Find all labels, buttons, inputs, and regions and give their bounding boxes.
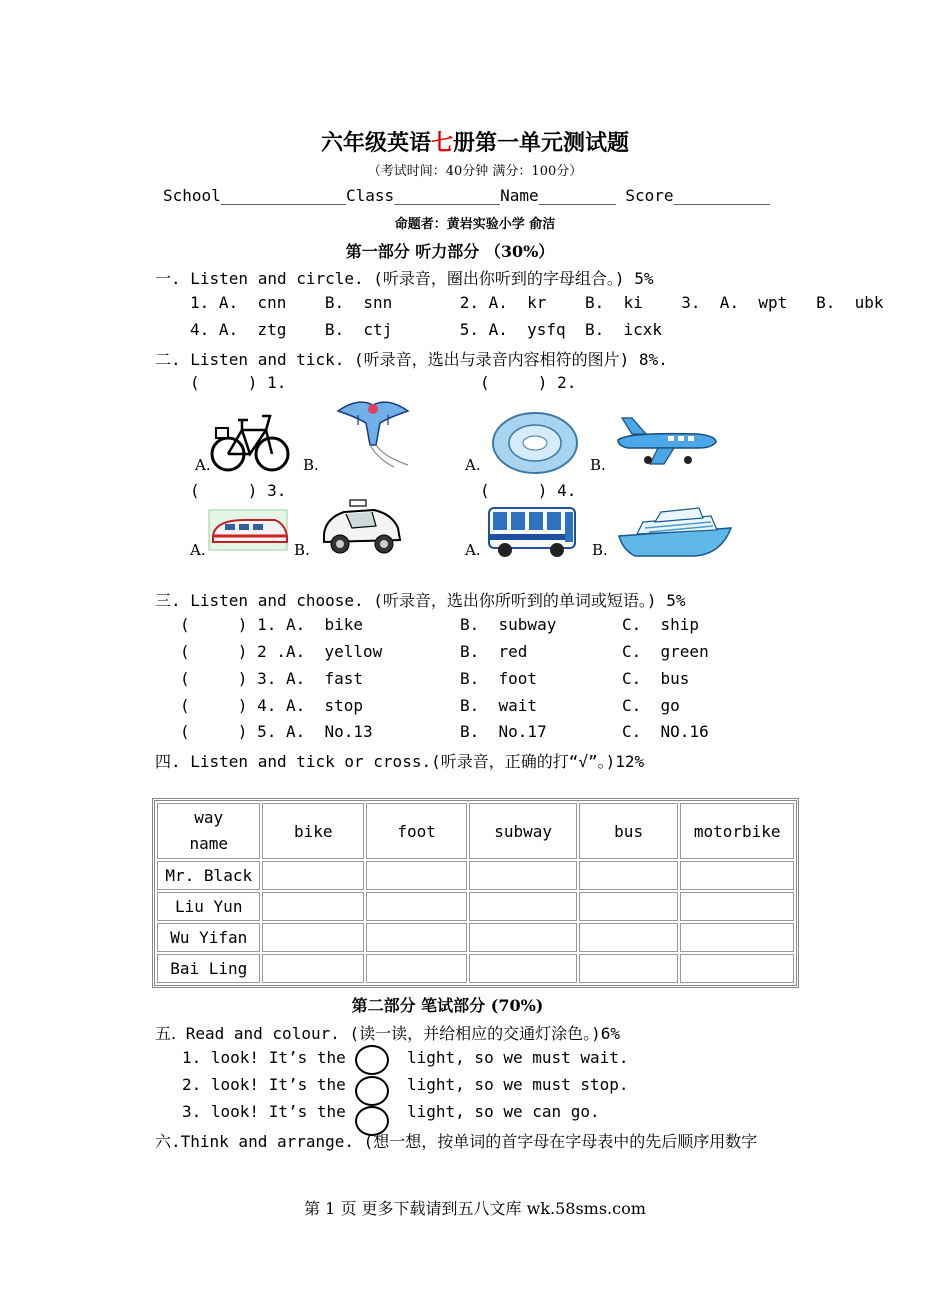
table-header-corner [157, 803, 260, 859]
column-header: bus [579, 803, 678, 859]
q3-row-3-option-a: ( ) 3. A. fast [180, 669, 364, 688]
column-header: bike [262, 803, 363, 859]
q3-row-4-option-b: B. wait [460, 696, 538, 715]
row-name: Liu Yun [157, 892, 260, 921]
q3-row-5-option-a: ( ) 5. A. No.13 [180, 722, 373, 741]
answer-cell[interactable] [366, 892, 467, 921]
student-info-line: School_____________Class___________Name________ Score__________ [163, 186, 770, 205]
q2-item3: ( ) 3. [190, 481, 287, 500]
kite-icon [328, 393, 418, 473]
q3-row-2-option-b: B. red [460, 642, 528, 661]
ship-icon [615, 504, 735, 560]
header-way-label: way [194, 808, 224, 827]
q3-row-2-option-c: C. green [622, 642, 709, 661]
q2-item2: ( ) 2. [480, 373, 577, 392]
table-row [157, 954, 794, 983]
page-footer: 第 1 页 更多下载请到五八文库 wk.58sms.com [304, 1199, 646, 1218]
exam-info: （考试时间：40分钟 满分：100分） [367, 164, 583, 179]
column-header: foot [366, 803, 467, 859]
row-name: Wu Yifan [157, 923, 260, 952]
q2-4-label-a: A. [465, 541, 481, 559]
answer-cell[interactable] [680, 954, 794, 983]
answer-cell[interactable] [366, 954, 467, 983]
answer-cell[interactable] [469, 861, 577, 890]
q5-number: 五. [155, 1024, 177, 1043]
q3-row-3-option-c: C. bus [622, 669, 690, 688]
q3-row-5-option-c: C. NO.16 [622, 722, 709, 741]
column-header: motorbike [680, 803, 794, 859]
traffic-light-circle-2[interactable] [355, 1076, 389, 1106]
q2-4-label-b: B. [592, 541, 608, 559]
table-header-row [157, 803, 794, 859]
answer-cell[interactable] [579, 923, 678, 952]
q5-line-3-start: 3. look! It’s the [182, 1102, 346, 1121]
part2-heading: 第二部分 笔试部分 (70%) [351, 996, 544, 1015]
q4-title: 四. Listen and tick or cross.(听录音，正确的打“√”。)12% [155, 752, 645, 771]
row-name: Bai Ling [157, 954, 260, 983]
header-name-label: name [189, 834, 228, 853]
transport-table [152, 798, 799, 988]
answer-cell[interactable] [469, 892, 577, 921]
answer-cell[interactable] [680, 923, 794, 952]
row-name: Mr. Black [157, 861, 260, 890]
flying-saucer-icon [490, 408, 580, 478]
table-row [157, 923, 794, 952]
q3-row-2-option-a: ( ) 2 .A. yellow [180, 642, 383, 661]
q2-2-label-a: A. [465, 456, 481, 474]
airplane-icon [608, 412, 720, 470]
taxi-icon [318, 498, 404, 560]
q3-row-3-option-b: B. foot [460, 669, 538, 688]
q5-title-text: Read and colour. (读一读，并给相应的交通灯涂色。)6% [176, 1024, 621, 1043]
q5-title [155, 1021, 620, 1044]
answer-cell[interactable] [366, 861, 467, 890]
q2-title: 二. Listen and tick. (听录音，选出与录音内容相符的图片) 8%. [155, 350, 668, 369]
q3-row-1-option-c: C. ship [622, 615, 700, 634]
answer-cell[interactable] [579, 861, 678, 890]
q1-title: 一. Listen and circle. (听录音，圈出你听到的字母组合。) 5% [155, 269, 654, 288]
q5-line-1-start: 1. look! It’s the [182, 1048, 346, 1067]
title-highlight: 七 [430, 130, 453, 156]
answer-cell[interactable] [680, 892, 794, 921]
q3-row-1-option-a: ( ) 1. A. bike [180, 615, 364, 634]
q2-item4: ( ) 4. [480, 481, 577, 500]
answer-cell[interactable] [262, 954, 363, 983]
answer-cell[interactable] [579, 892, 678, 921]
answer-cell[interactable] [579, 954, 678, 983]
table-row [157, 861, 794, 890]
q2-1-label-b: B. [303, 456, 319, 474]
q2-1-label-a: A. [195, 456, 211, 474]
q2-3-label-b: B. [294, 541, 310, 559]
answer-cell[interactable] [366, 923, 467, 952]
answer-cell[interactable] [469, 954, 577, 983]
author-line: 命题者：黄岩实验小学 俞洁 [394, 217, 556, 232]
q2-2-label-b: B. [590, 456, 606, 474]
q3-row-4-option-c: C. go [622, 696, 680, 715]
answer-cell[interactable] [262, 923, 363, 952]
part1-heading: 第一部分 听力部分 （30%） [345, 242, 555, 261]
q6-title: 六.Think and arrange. (想一想，按单词的首字母在字母表中的先后顺序用数字 [155, 1132, 758, 1151]
q2-item1: ( ) 1. [190, 373, 287, 392]
q5-line-1-end: light, so we must wait. [407, 1048, 629, 1067]
answer-cell[interactable] [262, 861, 363, 890]
q1-row1: 1. A. cnn B. snn 2. A. kr B. ki 3. A. wpt B. ubk [190, 293, 884, 312]
q3-row-4-option-a: ( ) 4. A. stop [180, 696, 364, 715]
traffic-light-circle-1[interactable] [355, 1045, 389, 1075]
table-row [157, 892, 794, 921]
q5-line-3-end: light, so we can go. [407, 1102, 600, 1121]
answer-cell[interactable] [262, 892, 363, 921]
q1-row2: 4. A. ztg B. ctj 5. A. ysfq B. icxk [190, 320, 663, 339]
q3-title: 三. Listen and choose. (听录音，选出你所听到的单词或短语。) 5% [155, 591, 686, 610]
q2-3-label-a: A. [190, 541, 206, 559]
q3-row-5-option-b: B. No.17 [460, 722, 547, 741]
q3-row-1-option-b: B. subway [460, 615, 557, 634]
answer-cell[interactable] [469, 923, 577, 952]
q5-line-2-start: 2. look! It’s the [182, 1075, 346, 1094]
answer-cell[interactable] [680, 861, 794, 890]
train-icon [205, 506, 290, 554]
bus-icon [485, 500, 579, 560]
column-header: subway [469, 803, 577, 859]
bicycle-icon [210, 402, 290, 474]
page-title: 六年级英语七册第一单元测试题 [320, 130, 630, 156]
q5-line-2-end: light, so we must stop. [407, 1075, 629, 1094]
